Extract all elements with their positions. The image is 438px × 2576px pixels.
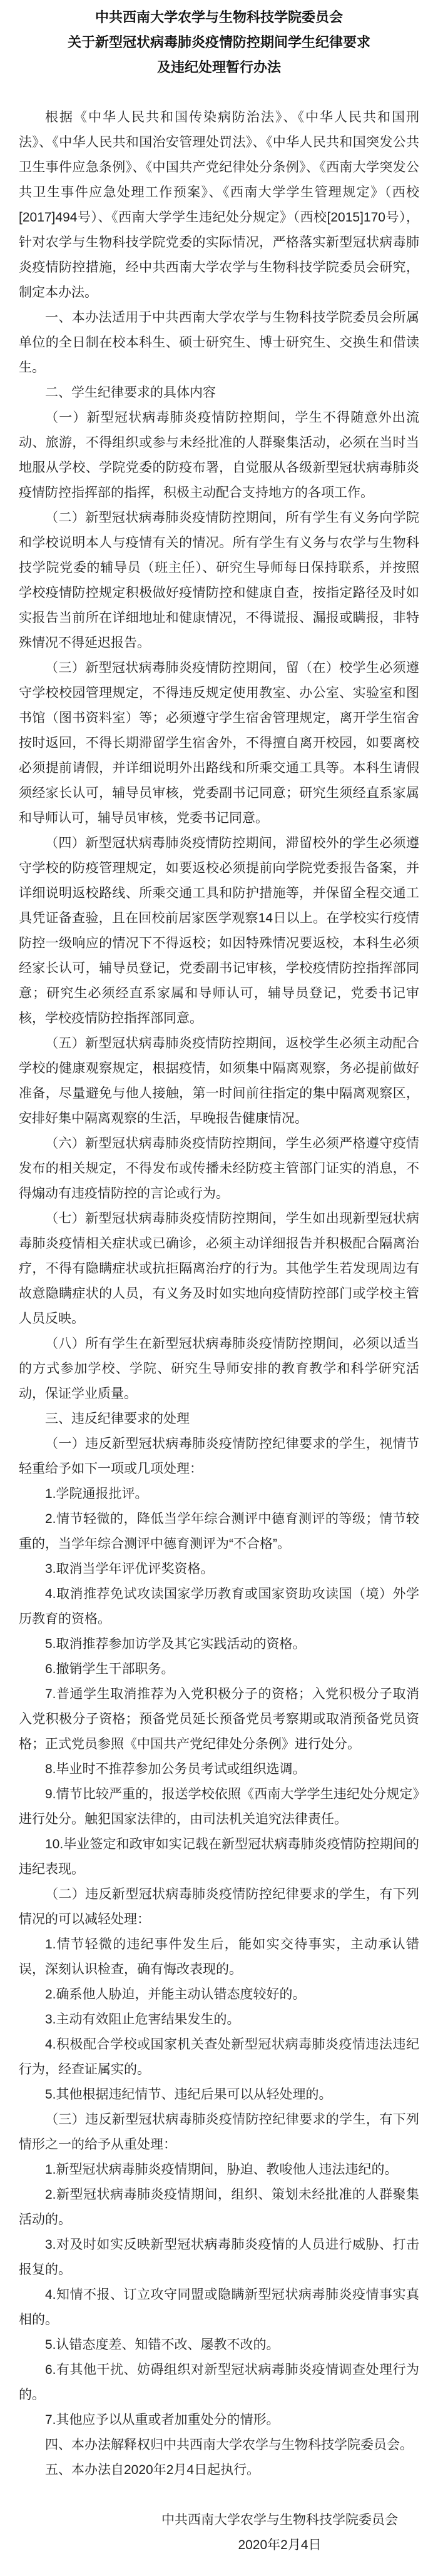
document-header (19, 5, 419, 80)
signature-date: 2020年2月4日 (238, 2538, 322, 2552)
paragraph-aggravation-item-5: 5.认错态度差、知错不改、屡教不改的。 (45, 2338, 280, 2352)
paragraph-mitigation-item-3: 3.主动有效阻止危害结果发生的。 (45, 2012, 240, 2027)
paragraph-rule-4: （四）新型冠状病毒肺炎疫情防控期间，滞留校外的学生必须遵守学校的防疫管理规定，如要返校必须提前向学院党委报告备案，并详细说明返校路线、所乘交通工具和防护措施等，并保留全程交通工具凭证备查验，且在回校前居家医学观察14日以上。在学校实行疫情防控一级响应的情况下不得返校；如因特殊情况要返校，本科生必须经家长认可，辅导员登记，党委副书记审核，学校疫情防控指挥部同意；研究生必须经直系家属和导师认可，辅导员登记，党委书记审核，学校疫情防控指挥部同意。 (19, 836, 419, 1026)
paragraph-aggravation-item-2: 2.新型冠状病毒肺炎疫情期间，组织、策划未经批准的人群聚集活动的。 (19, 2187, 419, 2227)
paragraph-rule-8: （八）所有学生在新型冠状病毒肺炎疫情防控期间，必须以适当的方式参加学校、学院、研究生导师安排的教育教学和科学研究活动，保证学业质量。 (19, 1336, 419, 1401)
paragraph-penalty-item-8: 8.毕业时不推荐参加公务员考试或组织选调。 (45, 1762, 306, 1776)
paragraph-rule-5: （五）新型冠状病毒肺炎疫情防控期间，返校学生必须主动配合学校的健康观察规定，根据疫情，如须集中隔离观察，务必提前做好准备，尽量避免与他人接触，第一时间前往指定的集中隔离观察区，安排好集中隔离观察的生活，早晚报告健康情况。 (19, 1036, 419, 1126)
paragraph-aggravation-item-1: 1.新型冠状病毒肺炎疫情期间，胁迫、教唆他人违法违纪的。 (45, 2162, 398, 2177)
paragraph-rule-3: （三）新型冠状病毒肺炎疫情防控期间，留（在）校学生必须遵守学校校园管理规定，不得违反规定使用教室、办公室、实验室和图书馆（图书资料室）等；必须遵守学生宿舍管理规定，离开学生宿舍按时返回，不得长期滞留学生宿舍外，不得擅自离开校园，如要离校必须提前请假，并详细说明外出路线和所乘交通工具等。本科生请假须经家长认可，辅导员审核，党委副书记同意；研究生须经直系家属和导师认可，辅导员审核，党委书记同意。 (19, 661, 419, 825)
paragraph-aggravation-intro: （三）违反新型冠状病毒肺炎疫情防控纪律要求的学生，有下列情形之一的给予从重处理： (19, 2112, 419, 2152)
paragraph-mitigation-item-1: 1.情节轻微的违纪事件发生后，能如实交待事实，主动承认错误，深刻认识检查，确有悔改表现的。 (19, 1937, 419, 1977)
paragraph-penalty-item-3: 3.取消当学年评优评奖资格。 (45, 1562, 214, 1576)
signature-block (161, 2508, 398, 2558)
paragraph-penalty-item-9: 9.情节比较严重的，报送学校依照《西南大学学生违纪处分规定》进行处分。触犯国家法律的，由司法机关追究法律责任。 (19, 1787, 419, 1826)
paragraph-basis: 根据《中华人民共和国传染病防治法》、《中华人民共和国刑法》、《中华人民共和国治安管理处罚法》、《中华人民共和国突发公共卫生事件应急条例》、《中国共产党纪律处分条例》、《西南大学突发公共卫生事件应急处理工作预案》、《西南大学学生管理规定》（西校[2017]494号）、《西南大学学生违纪处分规定》（西校[2015]170号），针对农学与生物科技学院党委的实际情况，严格落实新型冠状病毒肺炎疫情防控措施，经中共西南大学农学与生物科技学院委员会研究，制定本办法。 (19, 110, 419, 300)
paragraph-aggravation-item-4: 4.知情不报、订立攻守同盟或隐瞒新型冠状病毒肺炎疫情事实真相的。 (19, 2288, 419, 2327)
paragraph-rule-6: （六）新型冠状病毒肺炎疫情防控期间，学生必须严格遵守疫情发布的相关规定，不得发布或传播未经防疫主管部门证实的消息，不得煽动有违疫情防控的言论或行为。 (19, 1136, 419, 1201)
paragraph-penalty-intro: （一）违反新型冠状病毒肺炎疫情防控纪律要求的学生，视情节轻重给予如下一项或几项处理： (19, 1437, 419, 1476)
document-title-line-2: 关于新型冠状病毒肺炎疫情防控期间学生纪律要求 (67, 34, 370, 50)
paragraph-aggravation-item-7: 7.其他应予以从重或者加重处分的情形。 (45, 2413, 280, 2427)
paragraph-section-4-interpretation: 四、本办法解释权归中共西南大学农学与生物科技学院委员会。 (45, 2438, 413, 2452)
paragraph-penalty-item-1: 1.学院通报批评。 (45, 1487, 148, 1501)
paragraph-aggravation-item-3: 3.对及时如实反映新型冠状病毒肺炎疫情的人员进行威胁、打击报复的。 (19, 2237, 419, 2277)
paragraph-penalty-item-10: 10.毕业签定和政审如实记载在新型冠状病毒肺炎疫情防控期间的违纪表现。 (19, 1837, 419, 1876)
paragraph-section-5-effective-date: 五、本办法自2020年2月4日起执行。 (45, 2463, 260, 2477)
document-title-line-3: 及违纪处理暂行办法 (156, 59, 281, 75)
paragraph-rule-7: （七）新型冠状病毒肺炎疫情防控期间，学生如出现新型冠状病毒肺炎疫情相关症状或已确诊，必须主动详细报告并积极配合隔离治疗，不得有隐瞒症状或抗拒隔离治疗的行为。其他学生若发现周边有故意隐瞒症状的人员，有义务及时如实地向疫情防控部门或学校主管人员反映。 (19, 1211, 419, 1326)
paragraph-penalty-item-2: 2.情节轻微的，降低当学年综合测评中德育测评的等级；情节较重的，当学年综合测评中德育测评为“不合格”。 (19, 1512, 419, 1551)
paragraph-penalty-item-6: 6.撤销学生干部职务。 (45, 1662, 175, 1676)
paragraph-penalty-item-7: 7.普通学生取消推荐为入党积极分子的资格；入党积极分子取消入党积极分子资格；预备党员延长预备党员考察期或取消预备党员资格；正式党员参照《中国共产党纪律处分条例》进行处分。 (19, 1687, 419, 1751)
paragraph-rule-2: （二）新型冠状病毒肺炎疫情防控期间，所有学生有义务向学院和学校说明本人与疫情有关的情况。所有学生有义务与农学与生物科技学院党委的辅导员（班主任）、研究生导师每日保持联系，并按照学校疫情防控规定积极做好疫情防控和健康自查，按指定路径及时如实报告当前所在详细地址和健康情况，不得谎报、漏报或瞒报，非特殊情况不得延迟报告。 (19, 511, 419, 650)
paragraph-mitigation-item-2: 2.确系他人胁迫，并能主动认错态度较好的。 (45, 1987, 306, 2002)
paragraph-penalty-item-4: 4.取消推荐免试攻读国家学历教育或国家资助攻读国（境）外学历教育的资格。 (19, 1587, 419, 1626)
paragraph-rule-1: （一）新型冠状病毒肺炎疫情防控期间，学生不得随意外出流动、旅游，不得组织或参与未经批准的人群聚集活动，必须在当时当地服从学校、学院党委的防疫布署，自觉服从各级新型冠状病毒肺炎疫情防控指挥部的指挥，积极主动配合支持地方的各项工作。 (19, 410, 419, 500)
paragraph-section-2-heading: 二、学生纪律要求的具体内容 (45, 385, 216, 400)
document-title-line-1: 中共西南大学农学与生物科技学院委员会 (94, 9, 343, 25)
paragraph-section-3-heading: 三、违反纪律要求的处理 (45, 1412, 190, 1426)
paragraph-section-1-scope: 一、本办法适用于中共西南大学农学与生物科技学院委员会所属单位的全日制在校本科生、硕士研究生、博士研究生、交换生和借读生。 (19, 310, 419, 375)
paragraph-mitigation-item-4: 4.积极配合学校或国家机关查处新型冠状病毒肺炎疫情违法违纪行为，经查证属实的。 (19, 2037, 419, 2077)
paragraph-mitigation-item-5: 5.其他根据违纪情节、违纪后果可以从轻处理的。 (45, 2087, 332, 2102)
paragraph-aggravation-item-6: 6.有其他干扰、妨碍组织对新型冠状病毒肺炎疫情调查处理行为的。 (19, 2363, 419, 2402)
paragraph-mitigation-intro: （二）违反新型冠状病毒肺炎疫情防控纪律要求的学生，有下列情况的可以减轻处理： (19, 1887, 419, 1927)
document-body (19, 105, 419, 2483)
paragraph-penalty-item-5: 5.取消推荐参加访学及其它实践活动的资格。 (45, 1637, 306, 1651)
signature-organization: 中共西南大学农学与生物科技学院委员会 (161, 2513, 398, 2527)
